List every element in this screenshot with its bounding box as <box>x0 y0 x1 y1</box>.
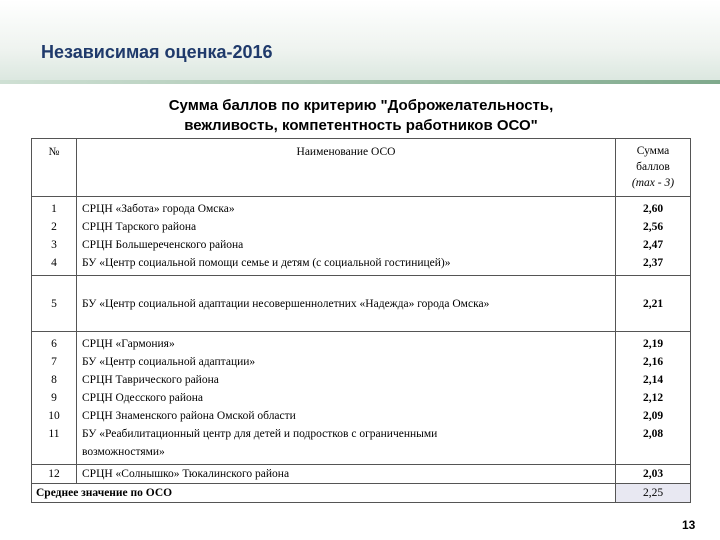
score-value: 2,09 <box>642 410 664 422</box>
summary-value: 2,25 <box>616 484 691 503</box>
row-names <box>77 197 616 276</box>
row-num: 3 <box>51 239 57 251</box>
page-number: 13 <box>682 518 696 532</box>
row-num: 11 <box>48 428 60 440</box>
row-num: 7 <box>51 356 57 368</box>
row-num: 12 <box>48 468 60 480</box>
org-name: СРЦН Знаменского района Омской области <box>82 410 296 422</box>
org-name: БУ «Центр социальной адаптации несовершеннолетних «Надежда» города Омска» <box>82 297 490 310</box>
row-numbers <box>32 197 77 276</box>
caption-line-2: вежливость, компетентность работников ОСО" <box>184 117 538 134</box>
score-value: 2,16 <box>642 356 664 368</box>
score-value: 2,12 <box>642 392 664 404</box>
summary-row <box>32 484 691 503</box>
header-score <box>616 139 691 197</box>
header-score-line1: Сумма <box>636 145 670 157</box>
org-name: возможностями» <box>82 446 165 458</box>
row-num: 6 <box>51 338 57 350</box>
table-row <box>32 332 691 465</box>
scores-table <box>31 138 691 503</box>
org-name: СРЦН «Гармония» <box>82 338 175 350</box>
header-divider <box>0 80 720 84</box>
row-scores <box>616 197 691 276</box>
org-name: СРЦН «Солнышко» Тюкалинского района <box>82 468 290 480</box>
score-value: 2,37 <box>642 257 664 269</box>
score-value: 2,03 <box>642 468 664 480</box>
org-name: СРЦН «Забота» города Омска» <box>82 203 235 215</box>
header-score-line2: баллов <box>636 161 670 173</box>
row-num: 1 <box>51 203 57 215</box>
row-numbers <box>32 465 77 484</box>
row-scores <box>616 332 691 465</box>
score-value: 2,19 <box>642 338 664 350</box>
row-num: 2 <box>51 221 57 233</box>
row-numbers <box>32 276 77 332</box>
row-num: 10 <box>48 410 60 422</box>
row-names <box>77 465 616 484</box>
caption-line-1: Сумма баллов по критерию "Доброжелательность, <box>168 97 554 114</box>
row-scores <box>616 276 691 332</box>
row-scores <box>616 465 691 484</box>
row-num: 5 <box>51 297 57 310</box>
score-value: 2,60 <box>642 203 664 215</box>
table-row <box>32 276 691 332</box>
score-value: 2,47 <box>642 239 664 251</box>
org-name: БУ «Центр социальной помощи семье и детям (с социальной гостиницей)» <box>82 257 451 269</box>
table-caption <box>80 96 642 136</box>
score-value: 2,14 <box>642 374 664 386</box>
table-header-row <box>32 139 691 197</box>
row-num: 4 <box>51 257 57 269</box>
header-score-line3: (max - 3) <box>631 177 675 189</box>
row-names <box>77 332 616 465</box>
summary-label: Среднее значение по ОСО <box>32 484 616 503</box>
org-name: СРЦН Одесского района <box>82 392 203 404</box>
score-value: 2,08 <box>642 428 664 440</box>
row-numbers <box>32 332 77 465</box>
row-num: 8 <box>51 374 57 386</box>
row-num: 9 <box>51 392 57 404</box>
org-name: СРЦН Тарского района <box>82 221 197 233</box>
org-name: СРЦН Таврического района <box>82 374 219 386</box>
slide-title: Независимая оценка-2016 <box>41 42 273 62</box>
header-name: Наименование ОСО <box>77 139 616 197</box>
org-name: БУ «Центр социальной адаптации» <box>82 356 256 368</box>
table-row <box>32 197 691 276</box>
org-name: СРЦН Большереченского района <box>82 239 244 251</box>
score-value: 2,21 <box>642 297 664 310</box>
table-row <box>32 465 691 484</box>
row-names <box>77 276 616 332</box>
org-name: БУ «Реабилитационный центр для детей и подростков с ограниченными <box>82 428 438 440</box>
score-value: 2,56 <box>642 221 664 233</box>
header-num: № <box>32 139 77 197</box>
